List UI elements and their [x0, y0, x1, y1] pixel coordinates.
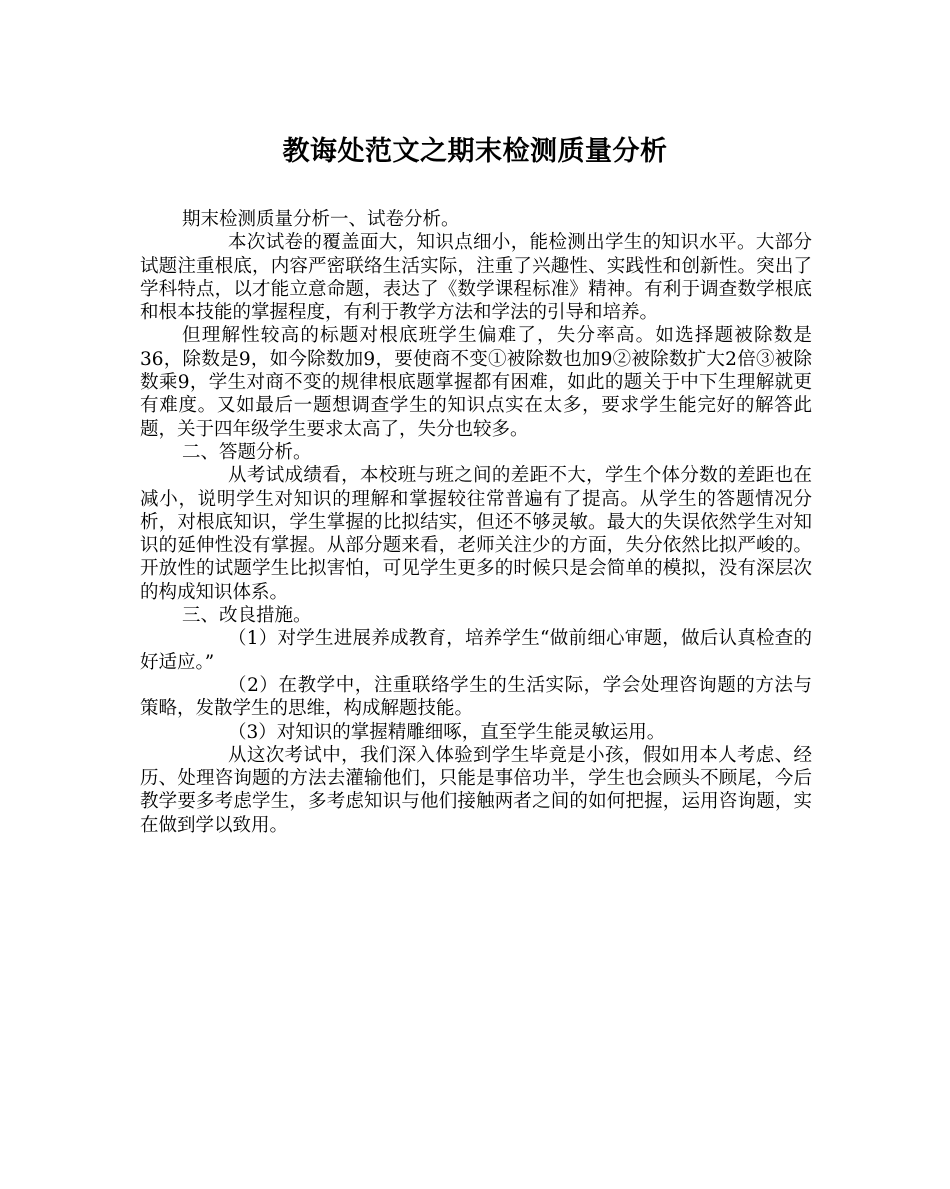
- paragraph-section-2-heading: 二、答题分析。: [182, 441, 312, 463]
- paragraph-measure-1: （1）对学生进展养成教育，培养学生“做前细心审题，做后认真检查的好适应。”: [140, 628, 812, 673]
- document-title: 教诲处范文之期末检测质量分析: [282, 136, 668, 167]
- paragraph-conclusion: 从这次考试中，我们深入体验到学生毕竟是小孩，假如用本人考虑、经历、处理咨询题的方法去灌输他们，只能是事倍功半，学生也会顾头不顾尾，今后教学要多考虑学生，多考虑知识与他们接触两者之间的如何把握，运用咨询题，实在做到学以致用。: [140, 744, 812, 836]
- paragraph-measure-3: （3）对知识的掌握精雕细啄，直至学生能灵敏运用。: [228, 721, 666, 743]
- paragraph-section-1-heading: 期末检测质量分析一、试卷分析。: [182, 209, 460, 230]
- document-body: [140, 208, 812, 837]
- paragraph-difficulty: 但理解性较高的标题对根底班学生偏难了，失分率高。如选择题被除数是36，除数是9，如今除数加9，要使商不变①被除数也加9②被除数扩大2倍③被除数乘9，学生对商不变的规律根底题掌握都有困难，如此的题关于中下生理解就更有难度。又如最后一题想调查学生的知识点实在太多，要求学生能完好的解答此题，关于四年级学生要求太高了，失分也较多。: [140, 325, 812, 440]
- paragraph-section-3-heading: 三、改良措施。: [182, 605, 312, 627]
- paragraph-measure-2: （2）在教学中，注重联络学生的生活实际，学会处理咨询题的方法与策略，发散学生的思维，构成解题技能。: [140, 674, 812, 720]
- paragraph-answer-analysis: 从考试成绩看，本校班与班之间的差距不大，学生个体分数的差距也在减小，说明学生对知识的理解和掌握较往常普遍有了提高。从学生的答题情况分析，对根底知识，学生掌握的比拟结实，但还不够灵敏。最大的失误依然学生对知识的延伸性没有掌握。从部分题来看，老师关注少的方面，失分依然比拟严峻的。开放性的试题学生比拟害怕，可见学生更多的时候只是会简单的模拟，没有深层次的构成知识体系。: [140, 465, 812, 603]
- paragraph-coverage: 本次试卷的覆盖面大，知识点细小，能检测出学生的知识水平。大部分试题注重根底，内容严密联络生活实际，注重了兴趣性、实践性和创新性。突出了学科特点，以才能立意命题，表达了《数学课程标准》精神。有利于调查数学根底和根本技能的掌握程度，有利于教学方法和学法的引导和培养。: [140, 232, 812, 324]
